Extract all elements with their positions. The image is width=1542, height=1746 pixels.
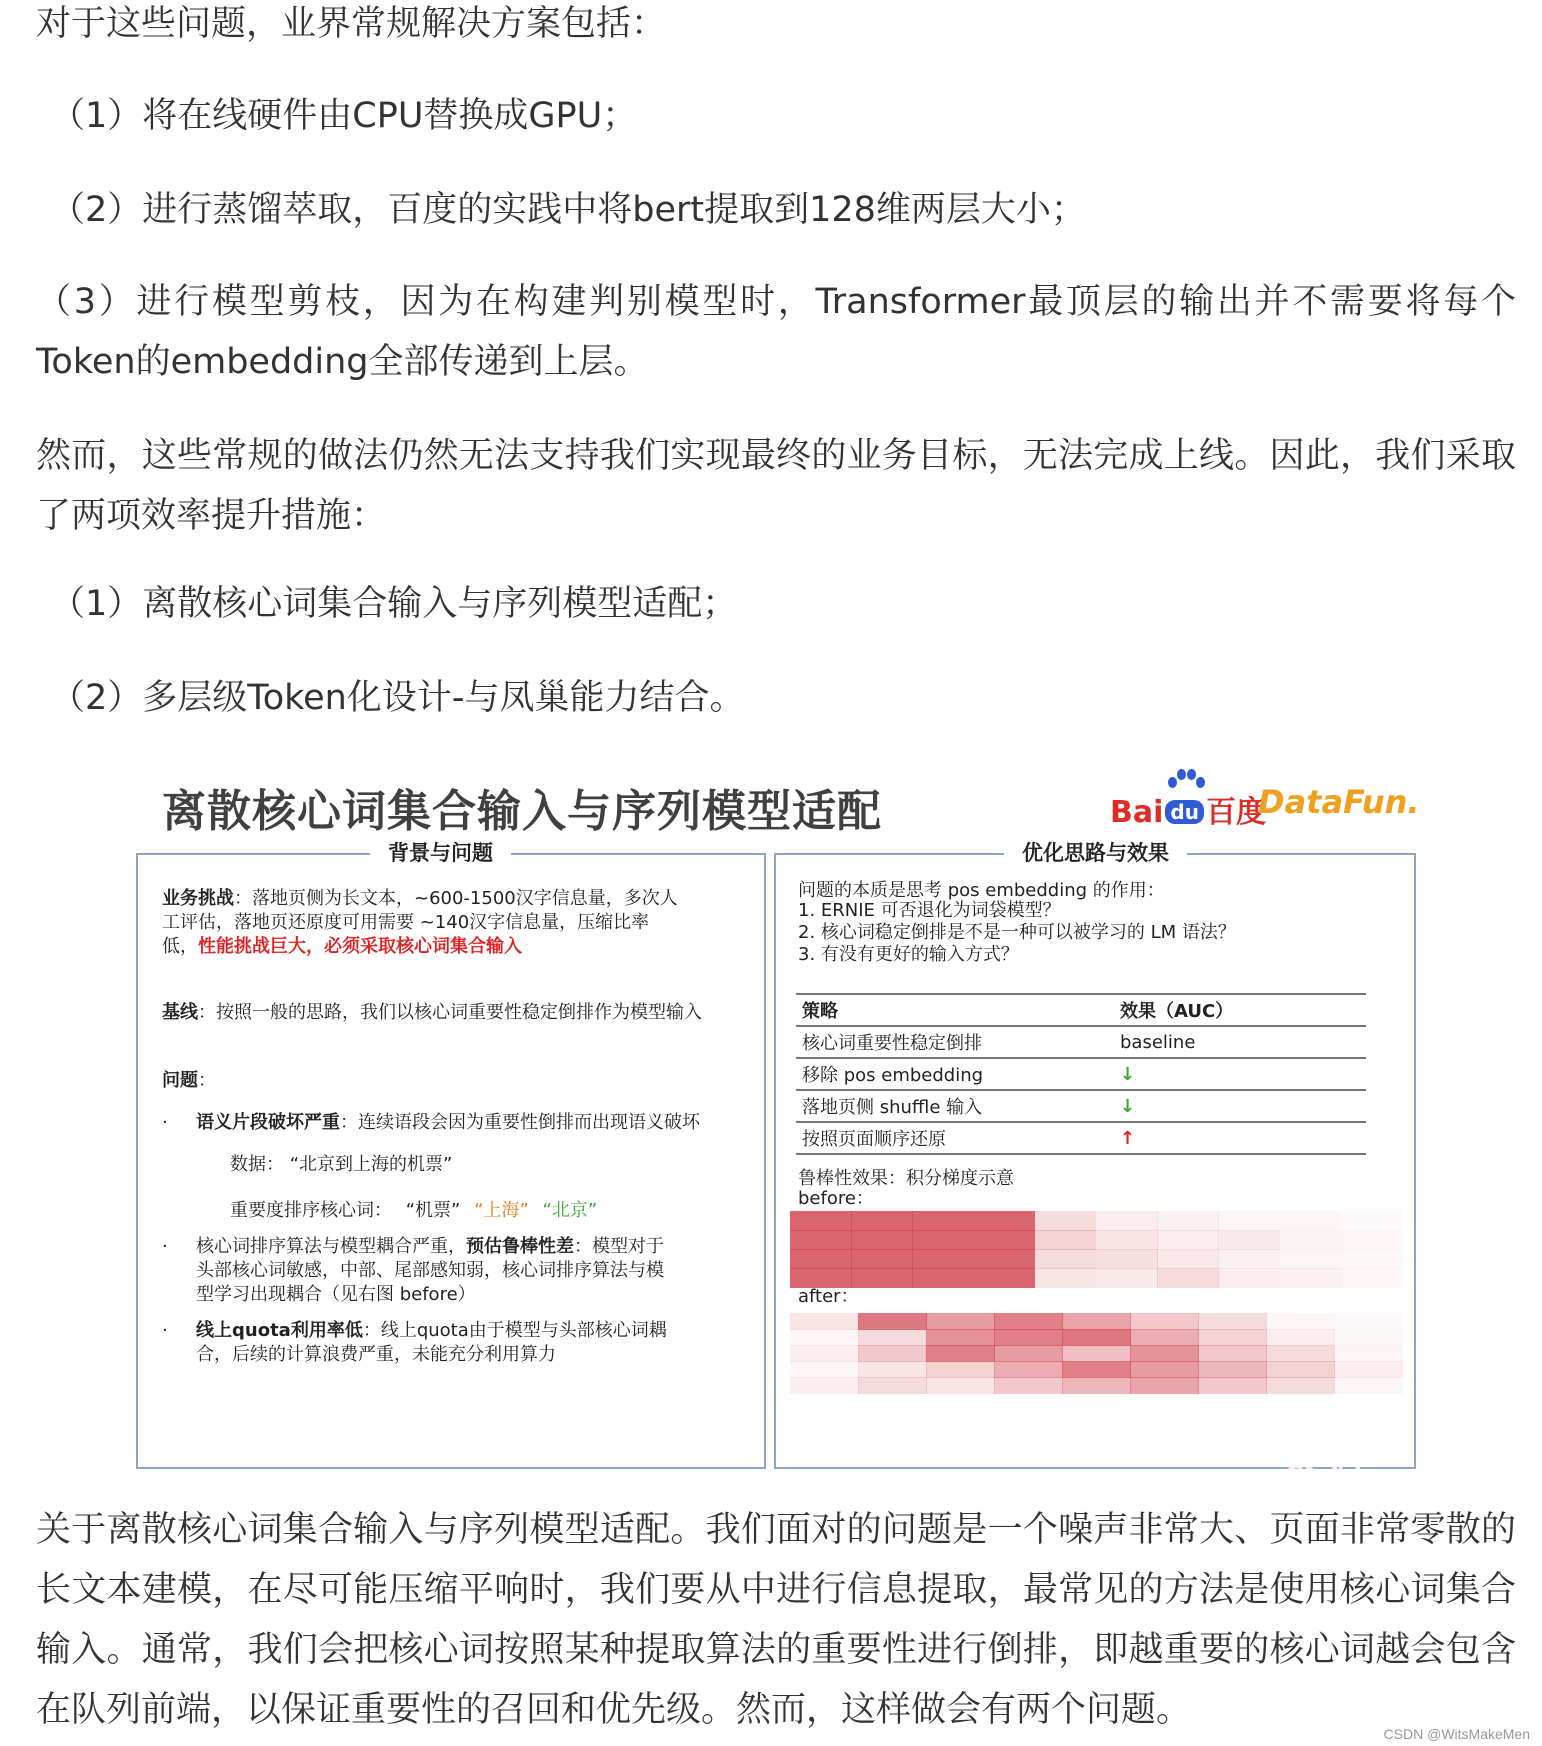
robustness-label: 鲁棒性效果：积分梯度示意 xyxy=(798,1168,1014,1189)
table-header-strategy: 策略 xyxy=(796,994,1114,1026)
heatmap-cell xyxy=(790,1249,852,1269)
arrow-down-icon: ↓ xyxy=(1114,1058,1366,1090)
business-challenge xyxy=(162,887,682,959)
heatmap-cell xyxy=(1062,1345,1131,1362)
b1-rank-1: “机票” xyxy=(405,1200,461,1221)
arrow-down-icon: ↓ xyxy=(1114,1090,1366,1122)
table-row xyxy=(796,1122,1366,1154)
table-row xyxy=(796,1090,1366,1122)
baseline xyxy=(162,1001,742,1025)
table-cell-strategy: 按照页面顺序还原 xyxy=(796,1122,1114,1154)
b1-data xyxy=(230,1153,452,1177)
heatmap-cell xyxy=(926,1377,995,1394)
heatmap-cell xyxy=(1198,1329,1267,1346)
datafun-logo: DataFun. xyxy=(1258,783,1420,821)
baseline-label: 基线 xyxy=(162,1002,198,1023)
heatmap-cell xyxy=(1096,1249,1158,1269)
b1-label: 语义片段破坏严重 xyxy=(196,1112,340,1133)
table-cell-strategy: 移除 pos embedding xyxy=(796,1058,1114,1090)
b3-label: 线上quota利用率低 xyxy=(196,1320,363,1341)
question-intro: 问题的本质是思考 pos embedding 的作用： xyxy=(798,880,1165,901)
heatmap-cell xyxy=(1035,1268,1097,1288)
heatmap-cell xyxy=(858,1377,927,1394)
paragraph-solution-1: （1）将在线硬件由CPU替换成GPU； xyxy=(50,96,638,136)
heatmap-cell xyxy=(1341,1211,1403,1231)
heatmap-cell xyxy=(858,1361,927,1378)
heatmap-cell xyxy=(790,1345,859,1362)
heatmap-cell xyxy=(1157,1268,1219,1288)
arrow-up-icon: ↑ xyxy=(1114,1122,1366,1154)
heatmap-cell xyxy=(912,1268,974,1288)
heatmap-cell xyxy=(790,1377,859,1394)
heatmap-cell xyxy=(851,1211,913,1231)
table-cell-effect: baseline xyxy=(1114,1026,1366,1058)
table-header-row xyxy=(796,994,1366,1026)
heatmap-cell xyxy=(1334,1345,1403,1362)
heatmap-cell xyxy=(858,1313,927,1330)
before-label: before： xyxy=(798,1188,874,1209)
baidu-logo-du: du xyxy=(1165,800,1204,824)
question-2: 2. 核心词稳定倒排是不是一种可以被学习的 LM 语法？ xyxy=(798,922,1236,943)
question-3: 3. 有没有更好的输入方式？ xyxy=(798,944,1019,965)
question-1: 1. ERNIE 可否退化为词袋模型？ xyxy=(798,900,1061,921)
heatmap-cell xyxy=(1266,1329,1335,1346)
b3-text: ：线上quota由于模型与头部核心词耦合，后续的计算浪费严重，未能充分利用算力 xyxy=(196,1320,667,1365)
heatmap-cell xyxy=(1130,1329,1199,1346)
heatmap-cell xyxy=(1341,1249,1403,1269)
b1-rank xyxy=(230,1199,597,1223)
paragraph-discussion: 关于离散核心词集合输入与序列模型适配。我们面对的问题是一个噪声非常大、页面非常零散的长文本建模，在尽可能压缩平响时，我们要从中进行信息提取，最常见的方法是使用核心词集合输入。通常，我们会把核心词按照某种提取算法的重要性进行倒排，即越重要的核心词越会包含在队列前端，以保证重要性的召回和优先级。然而，这样做会有两个问题。 xyxy=(36,1510,1516,1730)
slide-title: 离散核心词集合输入与序列模型适配 xyxy=(162,786,882,837)
heatmap-cell xyxy=(1130,1377,1199,1394)
heatmap-cell xyxy=(1341,1230,1403,1250)
heatmap-cell xyxy=(926,1329,995,1346)
bullet-robustness xyxy=(196,1235,676,1307)
optimization-effect-panel xyxy=(774,841,1416,1484)
heatmap-cell xyxy=(851,1230,913,1250)
left-panel-heading: 背景与问题 xyxy=(370,837,511,867)
heatmap-cell xyxy=(1096,1268,1158,1288)
paragraph-measure-2: （2）多层级Token化设计-与凤巢能力结合。 xyxy=(50,678,745,718)
heatmap-cell xyxy=(790,1361,859,1378)
heatmap-cell xyxy=(1096,1230,1158,1250)
after-label: after： xyxy=(798,1286,859,1307)
bullet-semantic-damage xyxy=(196,1111,736,1135)
table-header-effect: 效果（AUC） xyxy=(1114,994,1366,1026)
heatmap-cell xyxy=(912,1230,974,1250)
paragraph-measure-1: （1）离散核心词集合输入与序列模型适配； xyxy=(50,584,738,624)
heatmap-cell xyxy=(1218,1249,1280,1269)
heatmap-cell xyxy=(1198,1361,1267,1378)
heatmap-cell xyxy=(974,1268,1036,1288)
heatmap-cell xyxy=(1035,1230,1097,1250)
heatmap-cell xyxy=(790,1230,852,1250)
heatmap-cell xyxy=(1035,1211,1097,1231)
heatmap-cell xyxy=(1157,1211,1219,1231)
heatmap-cell xyxy=(858,1345,927,1362)
background-problem-panel xyxy=(136,841,766,1469)
table-cell-strategy: 落地页侧 shuffle 输入 xyxy=(796,1090,1114,1122)
b1-data-value: “北京到上海的机票” xyxy=(289,1154,453,1175)
heatmap-cell xyxy=(1157,1230,1219,1250)
heatmap-cell xyxy=(1062,1377,1131,1394)
heatmap-cell xyxy=(1130,1313,1199,1330)
heatmap-cell xyxy=(1266,1377,1335,1394)
baidu-logo-cn: 百度 xyxy=(1205,795,1266,830)
heatmap-cell xyxy=(1198,1313,1267,1330)
heatmap-cell xyxy=(994,1329,1063,1346)
heatmap-cell xyxy=(1334,1329,1403,1346)
heatmap-cell xyxy=(926,1313,995,1330)
baidu-logo xyxy=(1110,787,1266,831)
heatmap-cell xyxy=(912,1211,974,1231)
heatmap-cell xyxy=(1266,1345,1335,1362)
csdn-watermark: CSDN @WitsMakeMen xyxy=(1383,1726,1530,1742)
heatmap-cell xyxy=(1334,1361,1403,1378)
heatmap-cell xyxy=(1062,1329,1131,1346)
heatmap-cell xyxy=(1334,1313,1403,1330)
heatmap-cell xyxy=(790,1211,852,1231)
slide-image xyxy=(118,745,1438,1484)
heatmap-cell xyxy=(994,1377,1063,1394)
paragraph-solution-3: （3）进行模型剪枝，因为在构建判别模型时，Transformer最顶层的输出并不需要将每个Token的embedding全部传递到上层。 xyxy=(36,282,1516,382)
heatmap-cell xyxy=(1198,1377,1267,1394)
problem-heading xyxy=(162,1069,216,1093)
heatmap-cell xyxy=(1280,1268,1342,1288)
b2-text1: 核心词排序算法与模型耦合严重， xyxy=(196,1236,466,1257)
b1-data-label: 数据： xyxy=(230,1154,284,1175)
bullet-dot-3: · xyxy=(162,1320,168,1341)
b1-text: ：连续语段会因为重要性倒排而出现语义破坏 xyxy=(340,1112,700,1133)
heatmap-cell xyxy=(912,1249,974,1269)
strategy-table xyxy=(796,993,1366,1155)
challenge-red-text: 性能挑战巨大，必须采取核心词集合输入 xyxy=(198,936,522,957)
heatmap-cell xyxy=(1062,1313,1131,1330)
heatmap-cell xyxy=(974,1230,1036,1250)
heatmap-cell xyxy=(1266,1313,1335,1330)
heatmap-cell xyxy=(1266,1361,1335,1378)
baidu-logo-bai: Bai xyxy=(1110,795,1164,830)
heatmap-cell xyxy=(851,1249,913,1269)
heatmap-cell xyxy=(994,1345,1063,1362)
heatmap-cell xyxy=(1157,1249,1219,1269)
heatmap-cell xyxy=(1280,1211,1342,1231)
b2-text2: ：模型对于头部核心词敏感，中部、尾部感知弱，核心词排序算法与模型学习出现耦合（见右图 before） xyxy=(196,1236,664,1305)
b2-label: 预估鲁棒性差 xyxy=(466,1236,574,1257)
problem-label: 问题 xyxy=(162,1070,198,1091)
heatmap-cell xyxy=(974,1211,1036,1231)
challenge-text: ：落地页侧为长文本，~600-1500汉字信息量，多次人工评估，落地页还原度可用需要 ~140汉字信息量，压缩比率低， xyxy=(162,888,678,957)
heatmap-cell xyxy=(790,1329,859,1346)
heatmap-cell xyxy=(1062,1361,1131,1378)
paragraph-however: 然而，这些常规的做法仍然无法支持我们实现最终的业务目标，无法完成上线。因此，我们采取了两项效率提升措施： xyxy=(36,436,1516,536)
b1-rank-3: “北京” xyxy=(542,1200,598,1221)
table-cell-strategy: 核心词重要性稳定倒排 xyxy=(796,1026,1114,1058)
heatmap-cell xyxy=(858,1329,927,1346)
heatmap-cell xyxy=(974,1249,1036,1269)
heatmap-cell xyxy=(1218,1211,1280,1231)
heatmap-cell xyxy=(1198,1345,1267,1362)
heatmap-cell xyxy=(1218,1268,1280,1288)
right-panel-heading: 优化思路与效果 xyxy=(1004,837,1187,867)
heatmap-cell xyxy=(1130,1361,1199,1378)
heatmap-cell xyxy=(1096,1211,1158,1231)
paragraph-solution-2: （2）进行蒸馏萃取，百度的实践中将bert提取到128维两层大小； xyxy=(50,190,1086,230)
b1-rank-2: “上海” xyxy=(474,1200,529,1221)
bullet-dot-2: · xyxy=(162,1236,168,1257)
table-row xyxy=(796,1058,1366,1090)
heatmap-cell xyxy=(1280,1230,1342,1250)
heatmap-after xyxy=(790,1313,1402,1393)
heatmap-cell xyxy=(1280,1249,1342,1269)
problem-colon: ： xyxy=(198,1070,216,1091)
heatmap-cell xyxy=(1334,1377,1403,1394)
table-row xyxy=(796,1026,1366,1058)
heatmap-cell xyxy=(1130,1345,1199,1362)
bullet-quota xyxy=(196,1319,676,1367)
heatmap-cell xyxy=(926,1361,995,1378)
paragraph-intro: 对于这些问题，业界常规解决方案包括： xyxy=(36,4,667,44)
challenge-label: 业务挑战 xyxy=(162,888,234,909)
heatmap-before xyxy=(790,1211,1402,1287)
bullet-dot-1: · xyxy=(162,1112,168,1133)
heatmap-cell xyxy=(994,1313,1063,1330)
heatmap-cell xyxy=(994,1361,1063,1378)
heatmap-cell xyxy=(926,1345,995,1362)
heatmap-cell xyxy=(851,1268,913,1288)
baseline-text: ：按照一般的思路，我们以核心词重要性稳定倒排作为模型输入 xyxy=(198,1002,702,1023)
watermark-text: 聚匠 xyxy=(1276,1428,1381,1484)
heatmap-cell xyxy=(1035,1249,1097,1269)
heatmap-cell xyxy=(1341,1268,1403,1288)
b1-rank-label: 重要度排序核心词： xyxy=(230,1200,392,1221)
heatmap-cell xyxy=(790,1313,859,1330)
heatmap-cell xyxy=(1218,1230,1280,1250)
